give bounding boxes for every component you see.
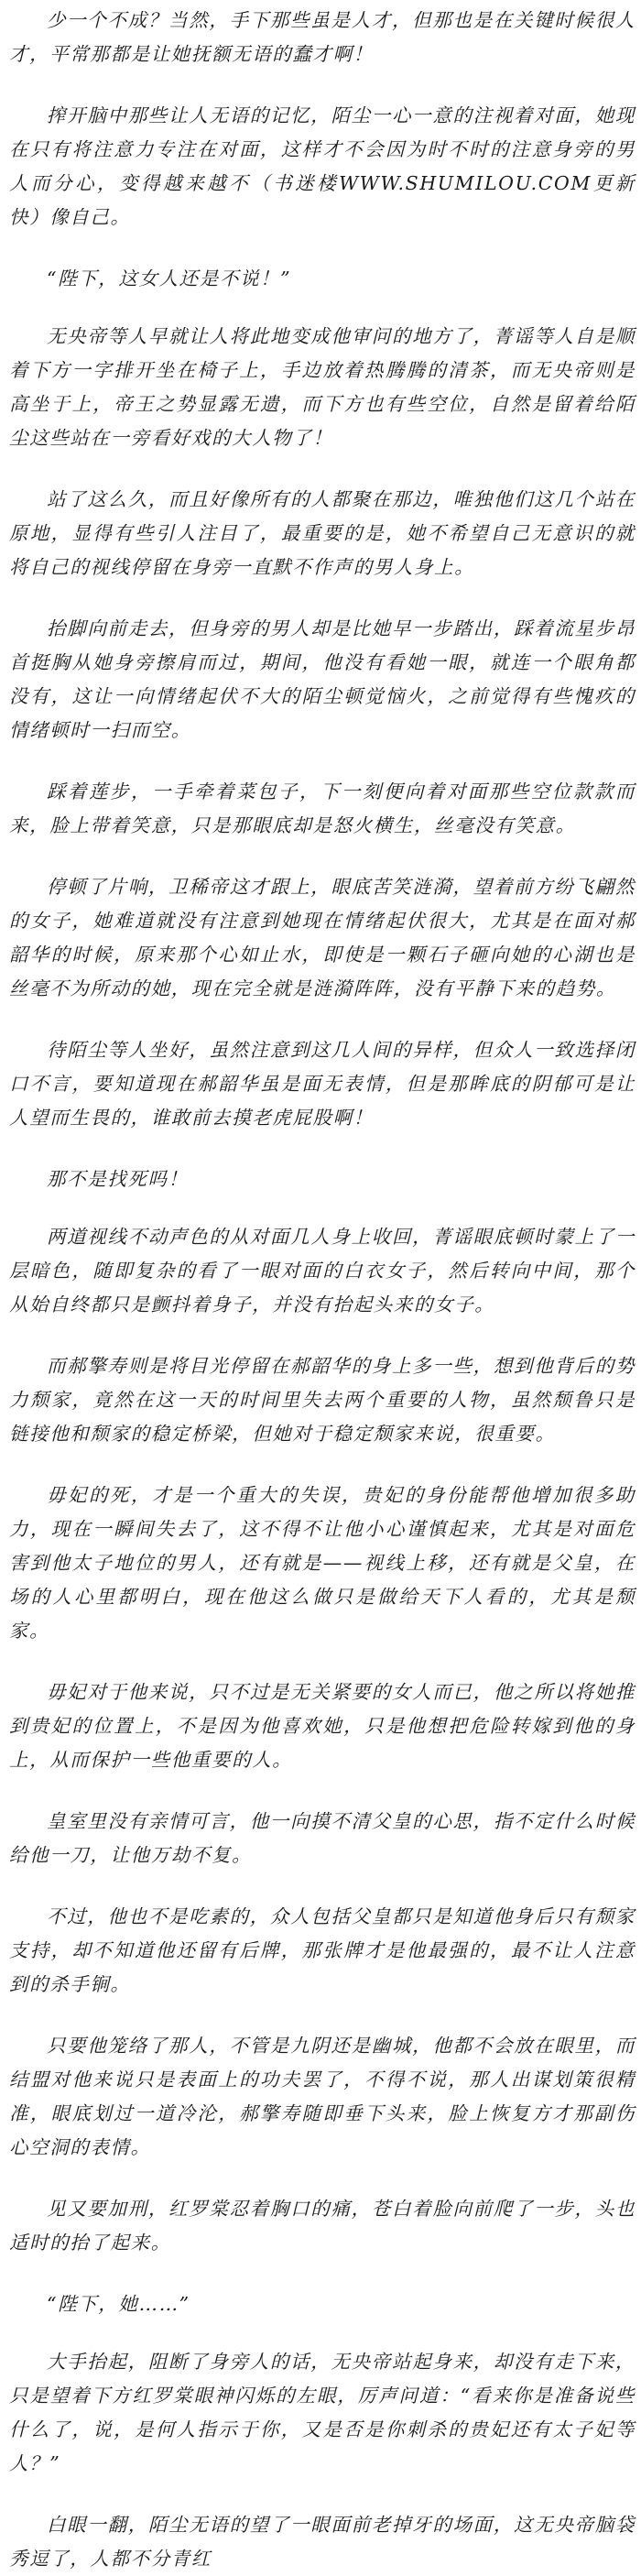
paragraph-13: 毋妃的死，才是一个重大的失误，贵妃的身份能帮他增加很多助力，现在一瞬间失去了，这不得不让他小心谨慎起来，尤其是对面危害到他太子地位的男人，还有就是——视线上移，还有就是父皇，在场的人心里都明白，现在他这么做只是做给天下人看的，尤其是颓家。: [9, 1484, 636, 1642]
paragraph-4: 无央帝等人早就让人将此地变成他审问的地方了，菁谣等人自是顺着下方一字排开坐在椅子上，手边放着热腾腾的清茶，而无央帝则是高坐于上，帝王之势显露无遗，而下方也有些空位，自然是留着给陌尘这些站在一旁看好戏的大人物了！: [9, 325, 636, 449]
paragraph-14: 毋妃对于他来说，只不过是无关紧要的女人而已，他之所以将她推到贵妃的位置上，不是因为他喜欢她，只是他想把危险转嫁到他的身上，从而保护一些他重要的人。: [9, 1681, 636, 1771]
paragraph-21: 白眼一翻，陌尘无语的望了一眼面前老掉牙的场面，这无央帝脑袋秀逗了，人都不分青红: [9, 2514, 636, 2570]
paragraph-19-dialogue: “陛下，她……”: [47, 2293, 190, 2315]
paragraph-7: 踩着莲步，一手牵着菜包子，下一刻便向着对面那些空位款款而来，脸上带着笑意，只是那眼底却是怒火横生，丝毫没有笑意。: [9, 780, 636, 836]
paragraph-5: 站了这么久，而且好像所有的人都聚在那边，唯独他们这几个站在原地，显得有些引人注目了，最重要的是，她不希望自己无意识的就将自己的视线停留在身旁一直默不作声的男人身上。: [9, 488, 636, 578]
paragraph-6: 抬脚向前走去，但身旁的男人却是比她早一步踏出，踩着流星步昂首挺胸从她身旁擦肩而过，期间，他没有看她一眼，就连一个眼角都没有，这让一向情绪起伏不大的陌尘顿觉恼火，之前觉得有些愧疚的情绪顿时一扫而空。: [9, 617, 636, 741]
paragraph-17: 只要他笼络了那人，不管是九阴还是幽城，他都不会放在眼里，而结盟对他来说只是表面上的功夫罢了，不得不说，那人出谋划策很精准，眼底划过一道冷沦，郝擎寿随即垂下头来，脸上恢复方才那副伤心空洞的表情。: [9, 2035, 636, 2158]
paragraph-8: 停顿了片响，卫稀帝这才跟上，眼底苦笑涟漪，望着前方纷飞翩然的女子，她难道就没有注意到她现在情绪起伏很大，尤其是在面对郝韶华的时候，原来那个心如止水，即使是一颗石子砸向她的心湖也是丝毫不为所动的她，现在完全就是涟漪阵阵，没有平静下来的趋势。: [9, 876, 636, 999]
paragraph-1: 少一个不成？当然，手下那些虽是人才，但那也是在关键时候很人才，平常那都是让她抚额无语的蠢才啊！: [9, 9, 636, 65]
paragraph-12: 而郝擎寿则是将目光停留在郝韶华的身上多一些，想到他背后的势力颓家，竟然在这一天的时间里失去两个重要的人物，虽然颓鲁只是链接他和颓家的稳定桥梁，但她对于稳定颓家来说，很重要。: [9, 1355, 636, 1445]
paragraph-3-dialogue: “陛下，这女人还是不说！”: [47, 267, 292, 289]
paragraph-18: 见又要加刑，红罗棠忍着胸口的痛，苍白着脸向前爬了一步，头也适时的抬了起来。: [9, 2198, 636, 2254]
paragraph-9: 待陌尘等人坐好，虽然注意到这几人间的异样，但众人一致选择闭口不言，要知道现在郝韶华虽是面无表情，但是那眸底的阴郁可是让人望而生畏的，谁敢前去摸老虎屁股啊！: [9, 1039, 636, 1129]
paragraph-16: 不过，他也不是吃素的，众人包括父皇都只是知道他身后只有颓家支持，却不知道他还留有后牌，那张牌才是他最强的，最不让人注意到的杀手锏。: [9, 1905, 636, 1995]
paragraph-20: 大手抬起，阻断了身旁人的话，无央帝站起身来，却没有走下来，只是望着下方红罗棠眼神闪烁的左眼，厉声问道：“看来你是准备说些什么了，说，是何人指示于你，又是否是你刺杀的贵妃还有太子妃等人？”: [9, 2351, 636, 2474]
paragraph-2: 搾开脑中那些让人无语的记忆，陌尘一心一意的注视着对面，她现在只有将注意力专注在对面，这样才不会因为时不时的注意身旁的男人而分心，变得越来越不（书迷楼WWW.SHUMILOU.COM更新快）像自己。: [9, 104, 636, 228]
paragraph-11: 两道视线不动声色的从对面几人身上收回，菁谣眼底顿时蒙上了一层暗色，随即复杂的看了一眼对面的白衣女子，然后转向中间，那个从始自终都只是颤抖着身子，并没有抬起头来的女子。: [9, 1226, 636, 1315]
paragraph-15: 皇室里没有亲情可言，他一向摸不清父皇的心思，指不定什么时候给他一刀，让他万劫不复。: [9, 1810, 636, 1866]
paragraph-10: 那不是找死吗！: [47, 1168, 189, 1190]
